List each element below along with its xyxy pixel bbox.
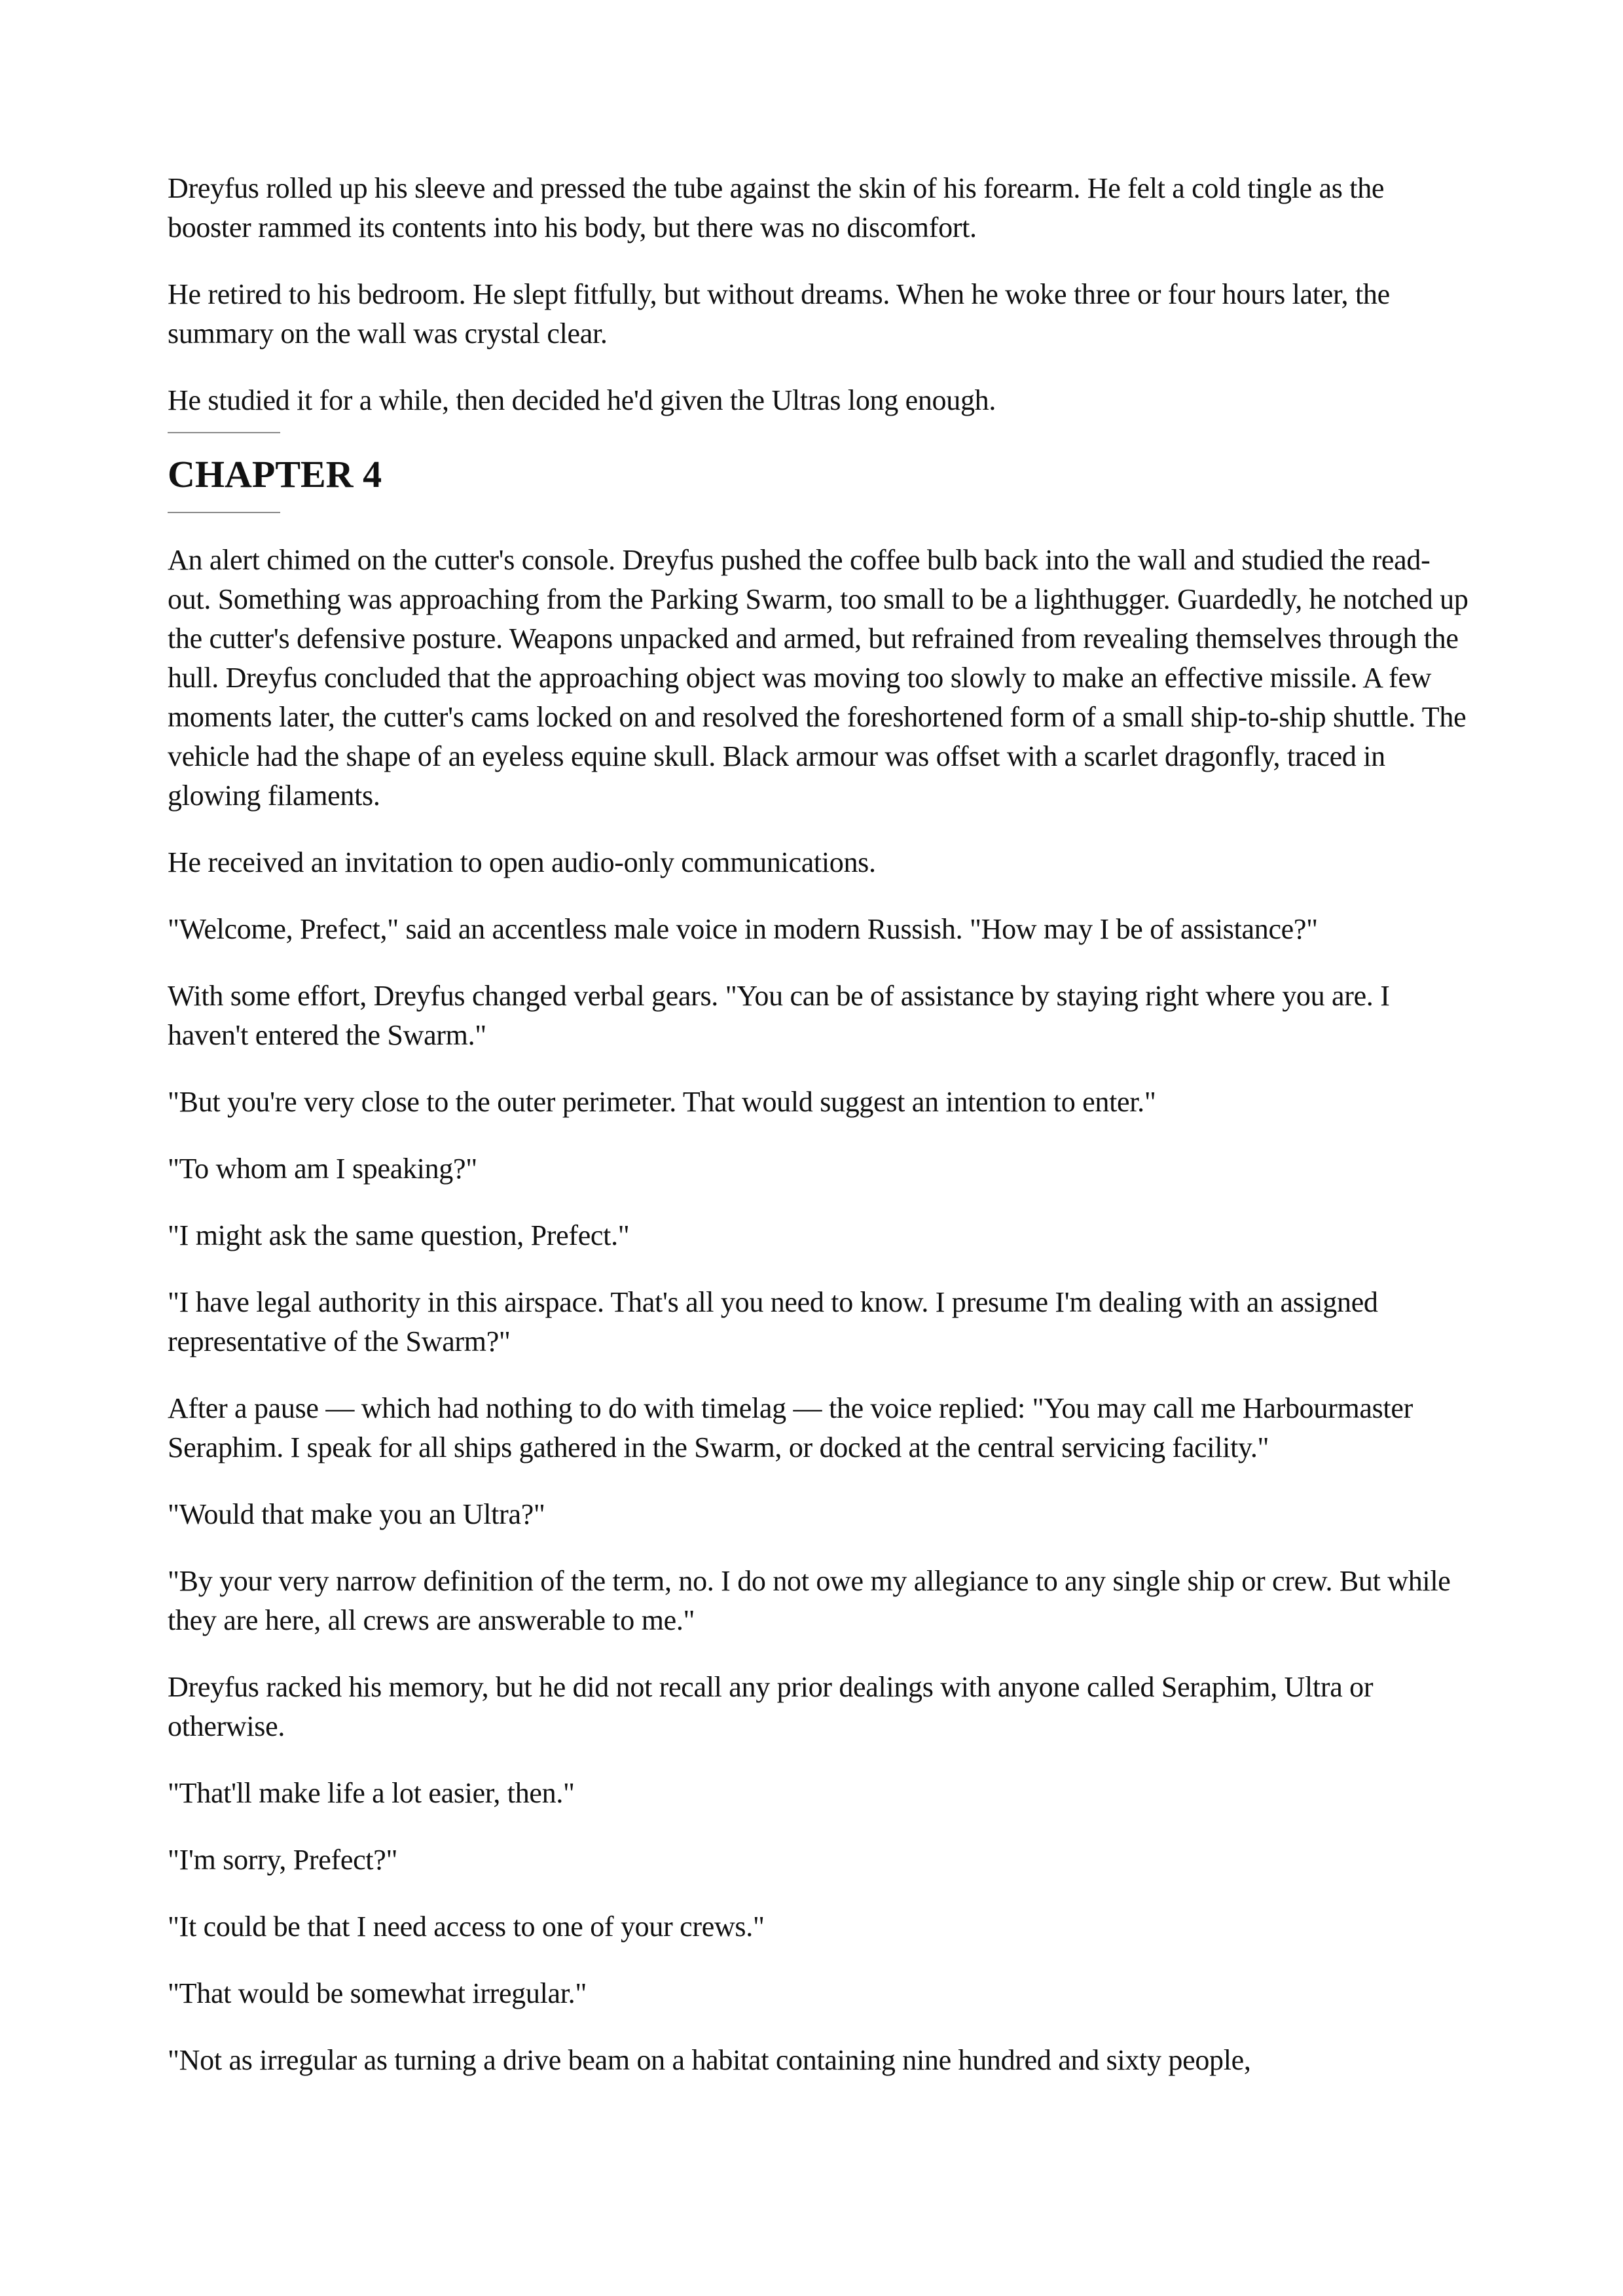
paragraph: "By your very narrow definition of the term, no. I do not owe my allegiance to any single ship or crew. But while they are here, all crews are answerable to me." [168,1565,1451,1636]
page-content [168,169,1470,2080]
paragraph: An alert chimed on the cutter's console. Dreyfus pushed the coffee bulb back into the wall and studied the read-out. Something was approaching from the Parking Swarm, too small to be a lighthugger. Guardedly, he notched up the cutter's defensive posture. Weapons unpacked and armed, but refrained from revealing themselves through the hull. Dreyfus concluded that the approaching object was moving too slowly to make an effective missile. A few moments later, the cutter's cams locked on and resolved the foreshortened form of a small ship-to-ship shuttle. The vehicle had the shape of an eyeless equine skull. Black armour was offset with a scarlet dragonfly, traced in glowing filaments. [168,544,1468,812]
chapter-divider-bottom [168,512,280,513]
paragraph: He received an invitation to open audio-only communications. [168,846,876,878]
paragraph: "I'm sorry, Prefect?" [168,1844,398,1876]
paragraph: "That'll make life a lot easier, then." [168,1777,575,1809]
paragraph: With some effort, Dreyfus changed verbal gears. "You can be of assistance by staying right where you are. I haven't entered the Swarm." [168,980,1390,1051]
chapter-heading: CHAPTER 4 [168,453,382,495]
paragraph: Dreyfus rolled up his sleeve and pressed the tube against the skin of his forearm. He felt a cold tingle as the booster rammed its contents into his body, but there was no discomfort. [168,172,1385,243]
paragraph: He studied it for a while, then decided he'd given the Ultras long enough. [168,384,996,416]
chapter-divider-top [168,432,280,433]
paragraph: "It could be that I need access to one of your crews." [168,1910,765,1943]
paragraph: He retired to his bedroom. He slept fitfully, but without dreams. When he woke three or four hours later, the summary on the wall was crystal clear. [168,278,1390,350]
paragraph: After a pause — which had nothing to do with timelag — the voice replied: "You may call me Harbourmaster Seraphim. I speak for all ships gathered in the Swarm, or docked at the central servicing facility." [168,1392,1413,1463]
paragraph: "To whom am I speaking?" [168,1153,477,1185]
paragraph: Dreyfus racked his memory, but he did not recall any prior dealings with anyone called Seraphim, Ultra or otherwise. [168,1671,1374,1742]
paragraph: "Not as irregular as turning a drive beam on a habitat containing nine hundred and sixty people, [168,2044,1251,2076]
paragraph: "Welcome, Prefect," said an accentless male voice in modern Russish. "How may I be of assistance?" [168,913,1318,945]
paragraph: "That would be somewhat irregular." [168,1977,587,2009]
paragraph: "Would that make you an Ultra?" [168,1498,545,1530]
paragraph: "I have legal authority in this airspace. That's all you need to know. I presume I'm dealing with an assigned representative of the Swarm?" [168,1286,1378,1357]
paragraph: "I might ask the same question, Prefect." [168,1219,630,1251]
paragraph: "But you're very close to the outer perimeter. That would suggest an intention to enter." [168,1086,1156,1118]
